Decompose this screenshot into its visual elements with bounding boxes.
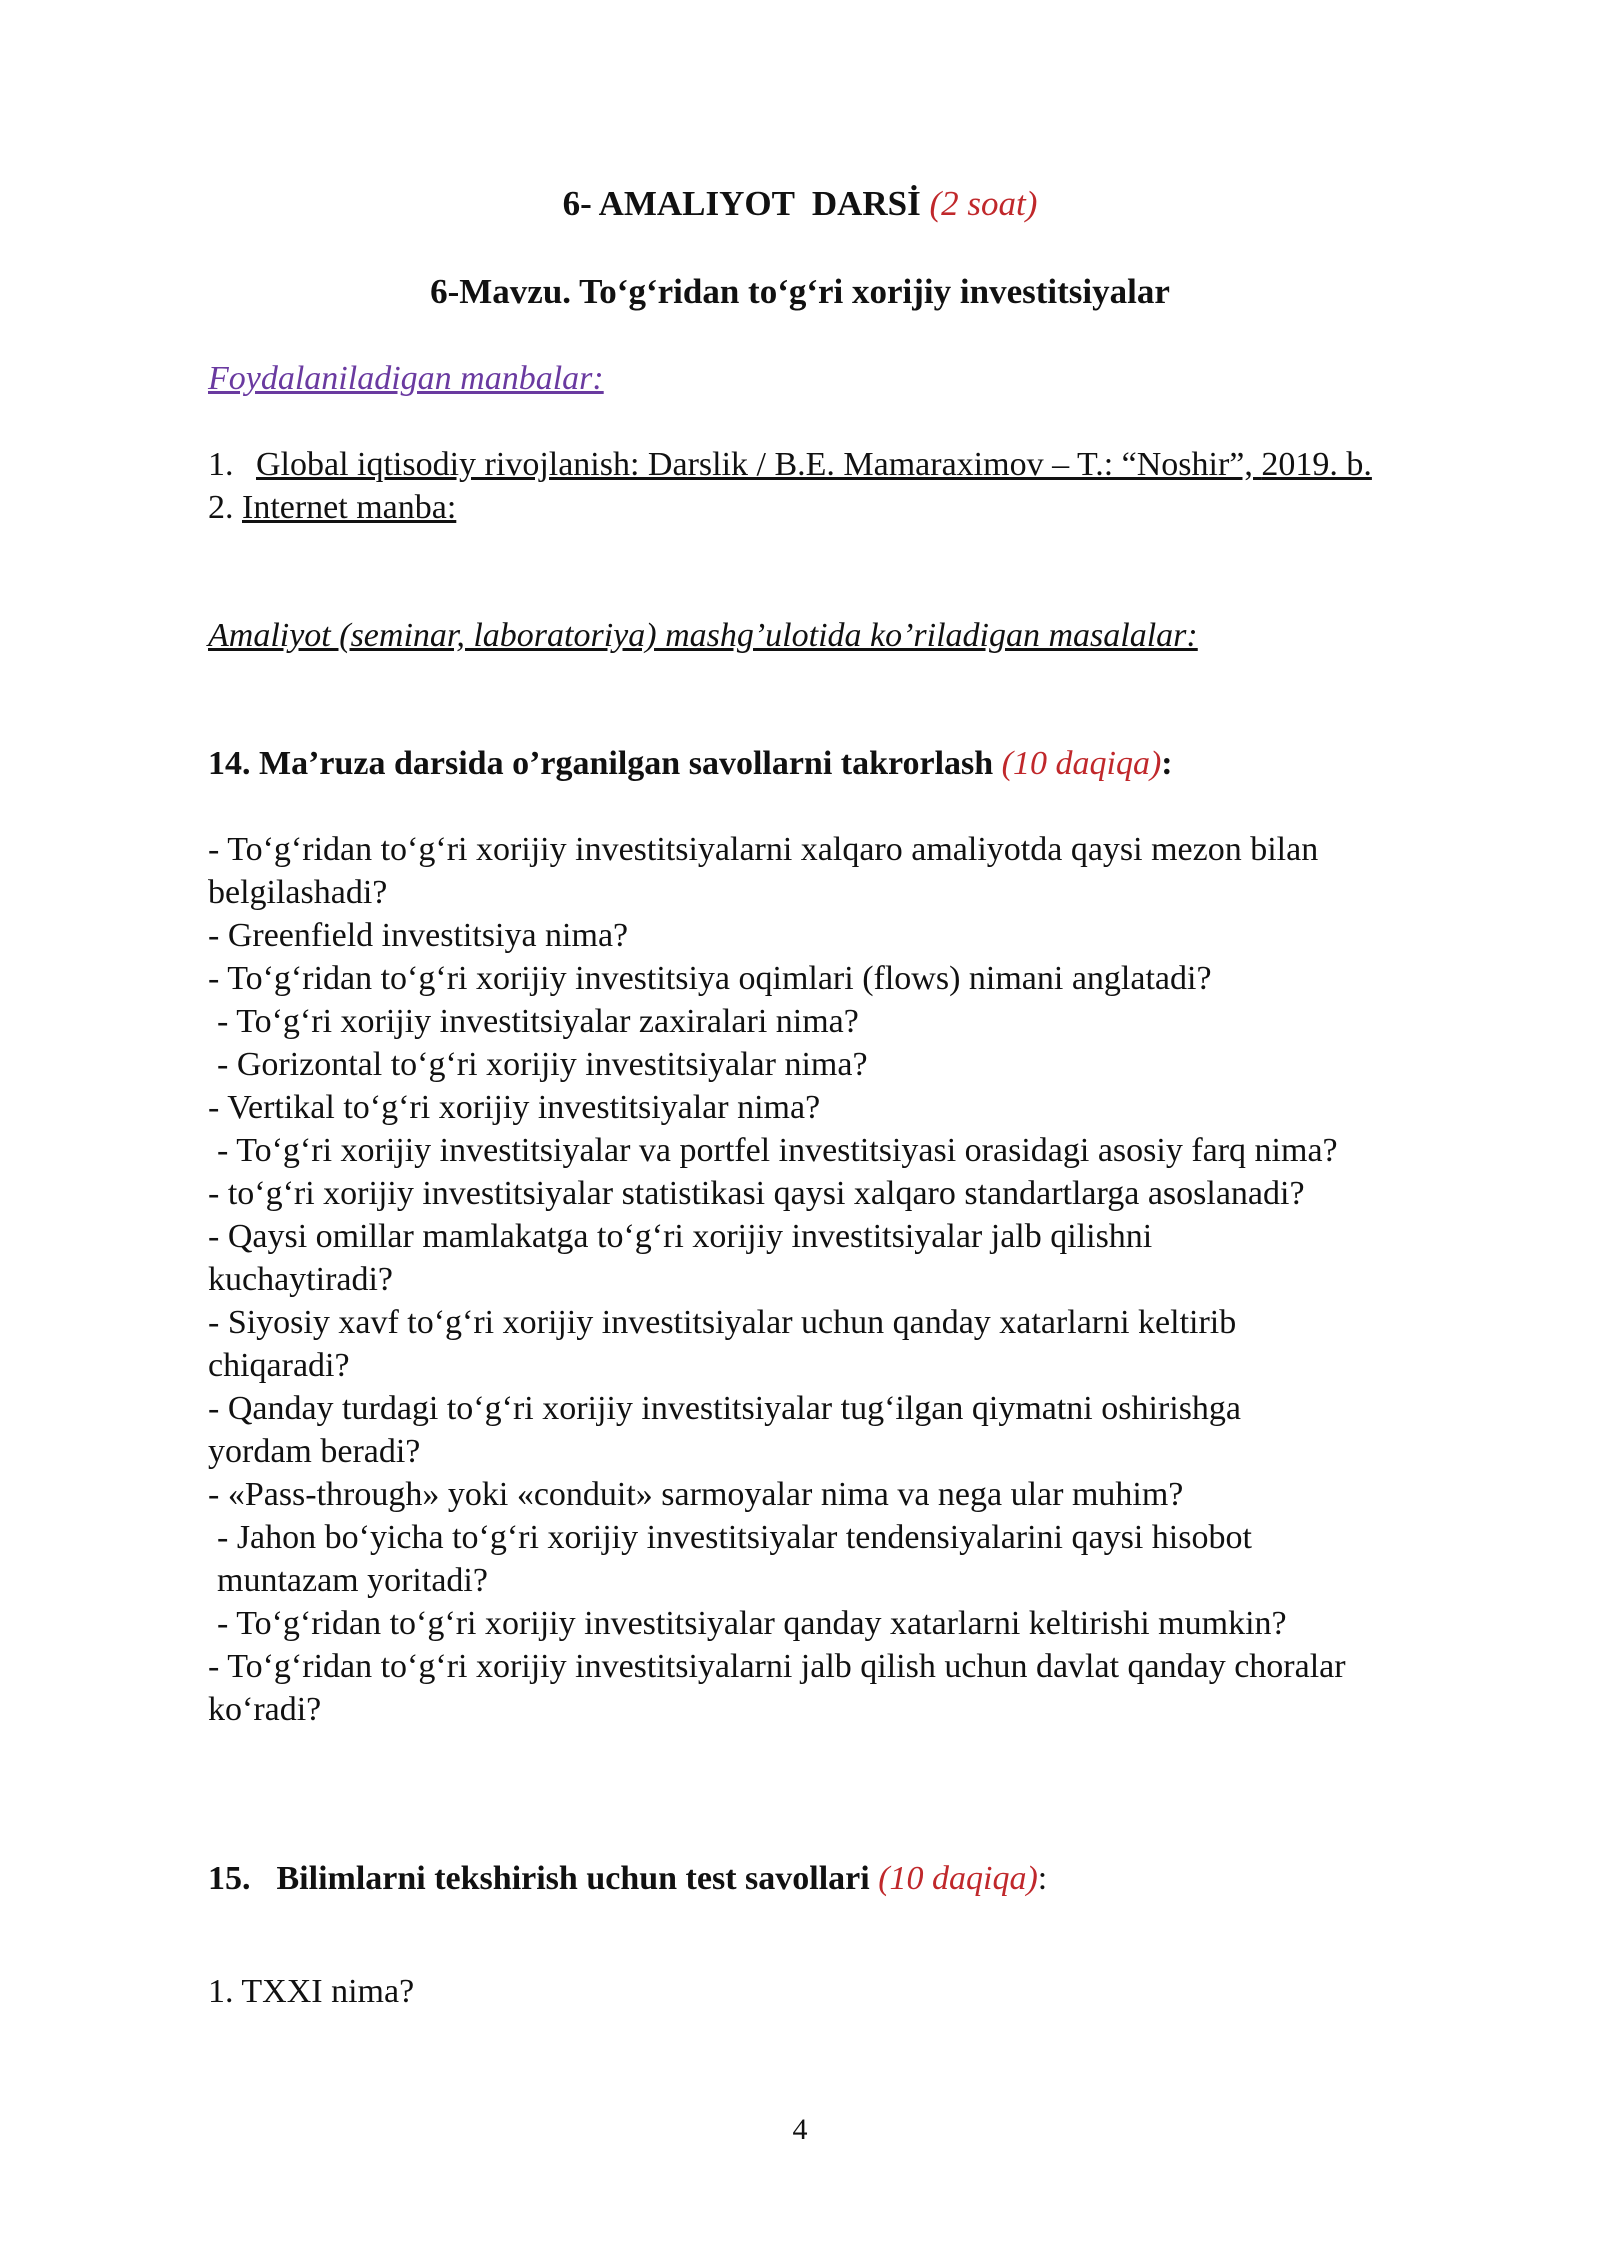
source-item-1 [208,443,1438,486]
section-15-heading [208,1857,1438,1900]
tasks-heading: Amaliyot (seminar, laboratoriya) mashg’ulotida ko’riladigan masalalar: [208,617,1198,654]
question-item: - to‘g‘ri xorijiy investitsiyalar statistikasi qaysi xalqaro standartlarga asoslanadi? [208,1175,1305,1212]
question-item: - Siyosiy xavf to‘g‘ri xorijiy investitsiyalar uchun qanday xatarlarni keltirib chiqaradi? [208,1304,1237,1384]
question-item: - Greenfield investitsiya nima? [208,917,629,954]
question-item: - To‘g‘ridan to‘g‘ri xorijiy investitsiya oqimlari (flows) nimani anglatadi? [208,960,1212,997]
source-item-1-text [256,446,1372,483]
source-item-2-number: 2. [208,489,234,526]
topic-title: 6-Mavzu. To‘g‘ridan to‘g‘ri xorijiy investitsiyalar [430,272,1170,311]
source-item-2-text: Internet manba: [242,489,457,526]
sources-heading: Foydalaniladigan manbalar: [208,360,604,397]
question-item: - To‘g‘ridan to‘g‘ri xorijiy investitsiyalarni jalb qilish uchun davlat qanday choralar ko‘radi? [208,1648,1346,1728]
section-15-time: (10 daqiqa) [878,1860,1038,1897]
title-text: 6- AMALIYOT DARSİ [562,184,921,223]
question-item: - Gorizontal to‘g‘ri xorijiy investitsiyalar nima? [217,1046,868,1083]
section-14-heading [208,742,1438,785]
question-item: - «Pass-through» yoki «conduit» sarmoyalar nima va nega ular muhim? [208,1476,1184,1513]
source-item-1-main: Global iqtisodiy rivojlanish: Darslik / B.E. Mamaraximov – T.: “Noshir”, [256,446,1262,483]
page-number: 4 [792,2113,808,2146]
section-14-label: 14. Ma’ruza darsida o’rganilgan savollarni takrorlash [208,745,1002,782]
section-15-label: Bilimlarni tekshirish uchun test savollari [276,1860,879,1897]
question-item: - To‘g‘ridan to‘g‘ri xorijiy investitsiyalar qanday xatarlarni keltirishi mumkin? [217,1605,1287,1642]
question-text: - To‘g‘ri xorijiy investitsiyalar va portfel investitsiyasi orasidagi asosiy farq nima? [217,1132,1338,1169]
title-hours: (2 soat) [929,184,1038,223]
source-item-1-number: 1. [208,446,234,483]
section-15-number: 15. [208,1860,251,1897]
question-item: - To‘g‘ridan to‘g‘ri xorijiy investitsiyalarni xalqaro amaliyotda qaysi mezon bilan belgilashadi? [208,831,1319,911]
source-item-2 [208,486,1438,529]
question-item: - To‘g‘ri xorijiy investitsiyalar zaxiralari nima? [217,1003,859,1040]
section-14-colon: : [1161,745,1173,782]
question-item [208,1129,1387,1172]
practical-lesson-title [0,182,1600,225]
question-item: - Jahon bo‘yicha to‘g‘ri xorijiy investitsiyalar tendensiyalarini qaysi hisobot muntazam yoritadi? [217,1519,1252,1599]
review-questions-list [208,828,1438,1731]
test-question-1: 1. TXXI nima? [208,1973,415,2010]
question-item: - Vertikal to‘g‘ri xorijiy investitsiyalar nima? [208,1089,821,1126]
question-item: - Qanday turdagi to‘g‘ri xorijiy investitsiyalar tug‘ilgan qiymatni oshirishga yordam beradi? [208,1390,1242,1470]
section-14-time: (10 daqiqa) [1001,745,1162,782]
section-15-colon: : [1037,1860,1048,1897]
source-item-1-tail: 2019. b. [1261,446,1372,483]
sources-list [208,443,1438,529]
question-item: - Qaysi omillar mamlakatga to‘g‘ri xorijiy investitsiyalar jalb qilishni kuchaytiradi? [208,1218,1153,1298]
